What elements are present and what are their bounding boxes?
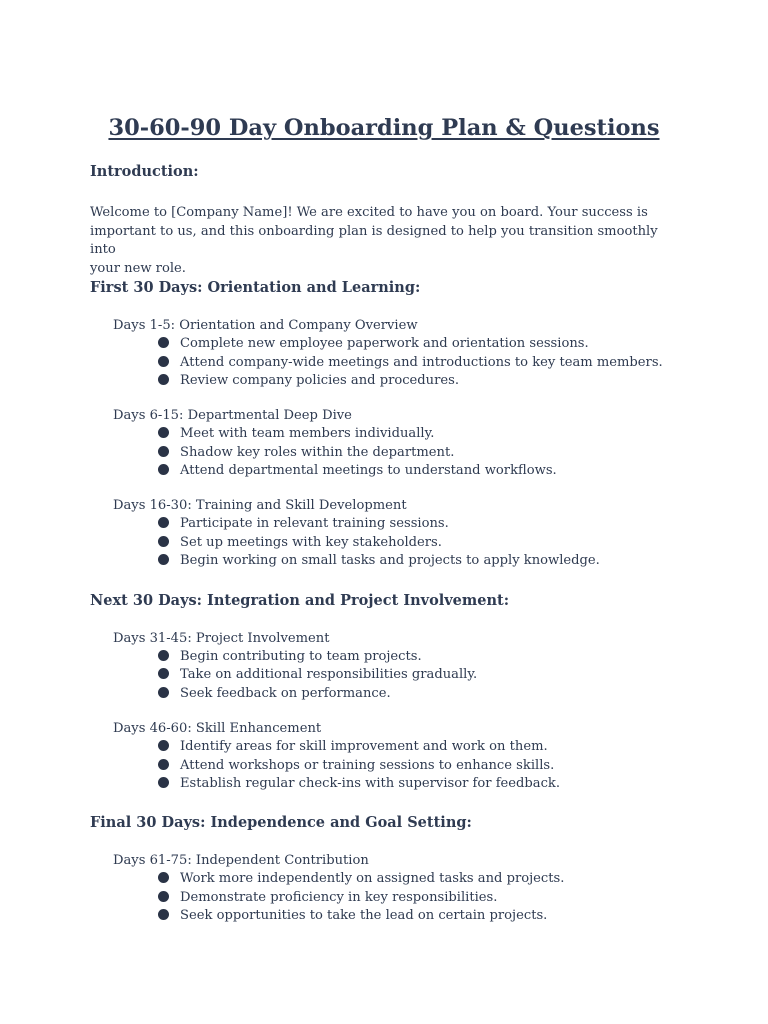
bullet-text: Work more independently on assigned tasks and projects. — [180, 871, 565, 886]
bullet-icon — [158, 891, 169, 902]
bullet-text: Set up meetings with key stakeholders. — [180, 535, 442, 550]
bullet-text: Begin working on small tasks and projects to apply knowledge. — [180, 553, 600, 568]
bullet-item — [158, 444, 454, 462]
section-heading: Final 30 Days: Independence and Goal Setting: — [90, 814, 472, 831]
bullet-icon — [158, 374, 169, 385]
bullet-item — [158, 372, 459, 390]
bullet-item — [158, 889, 497, 907]
days-label: Days 46-60: Skill Enhancement — [113, 721, 322, 736]
bullet-item — [158, 534, 442, 552]
bullet-icon — [158, 464, 169, 475]
bullet-text: Meet with team members individually. — [180, 426, 435, 441]
bullet-icon — [158, 909, 169, 920]
bullet-text: Establish regular check-ins with supervisor for feedback. — [180, 776, 561, 791]
bullet-icon — [158, 337, 169, 348]
bullet-item — [158, 515, 449, 533]
bullet-icon — [158, 446, 169, 457]
bullet-icon — [158, 668, 169, 679]
introduction-line: your new role. — [90, 260, 186, 276]
bullet-item — [158, 648, 422, 666]
bullet-text: Participate in relevant training sessions. — [180, 516, 449, 531]
bullet-item — [158, 666, 477, 684]
bullet-icon — [158, 356, 169, 367]
days-label: Days 61-75: Independent Contribution — [113, 853, 369, 868]
bullet-item — [158, 335, 589, 353]
bullet-text: Attend departmental meetings to understand workflows. — [180, 463, 557, 478]
bullet-text: Seek opportunities to take the lead on certain projects. — [180, 908, 548, 923]
bullet-text: Seek feedback on performance. — [180, 686, 391, 701]
introduction-line: important to us, and this onboarding plan is designed to help you transition smoothly into — [90, 223, 658, 257]
bullet-text: Take on additional responsibilities gradually. — [180, 667, 478, 682]
bullet-text: Begin contributing to team projects. — [180, 649, 422, 664]
bullet-icon — [158, 650, 169, 661]
days-label: Days 16-30: Training and Skill Development — [113, 498, 407, 513]
bullet-text: Identify areas for skill improvement and work on them. — [180, 739, 548, 754]
bullet-icon — [158, 517, 169, 528]
bullet-item — [158, 870, 564, 888]
bullet-item — [158, 425, 434, 443]
bullet-text: Attend workshops or training sessions to enhance skills. — [180, 758, 555, 773]
bullet-icon — [158, 427, 169, 438]
bullet-icon — [158, 687, 169, 698]
days-label: Days 6-15: Departmental Deep Dive — [113, 408, 352, 423]
bullet-icon — [158, 740, 169, 751]
bullet-text: Shadow key roles within the department. — [180, 445, 455, 460]
days-label: Days 31-45: Project Involvement — [113, 631, 330, 646]
bullet-item — [158, 775, 560, 793]
bullet-item — [158, 552, 600, 570]
introduction-heading: Introduction: — [90, 163, 199, 180]
bullet-icon — [158, 759, 169, 770]
section-heading: First 30 Days: Orientation and Learning: — [90, 279, 421, 296]
bullet-text: Complete new employee paperwork and orientation sessions. — [180, 336, 589, 351]
bullet-text: Attend company-wide meetings and introductions to key team members. — [180, 355, 663, 370]
days-label: Days 1-5: Orientation and Company Overview — [113, 318, 418, 333]
bullet-item — [158, 462, 557, 480]
bullet-item — [158, 354, 663, 372]
bullet-text: Demonstrate proficiency in key responsibilities. — [180, 890, 498, 905]
bullet-text: Review company policies and procedures. — [180, 373, 460, 388]
bullet-icon — [158, 554, 169, 565]
introduction-paragraph — [90, 204, 680, 278]
bullet-item — [158, 907, 547, 925]
bullet-item — [158, 738, 548, 756]
document-title: 30-60-90 Day Onboarding Plan & Questions — [108, 115, 660, 141]
bullet-icon — [158, 536, 169, 547]
bullet-item — [158, 757, 554, 775]
introduction-line: Welcome to [Company Name]! We are excited to have you on board. Your success is — [90, 205, 648, 220]
bullet-icon — [158, 872, 169, 883]
bullet-item — [158, 685, 391, 703]
section-heading: Next 30 Days: Integration and Project Involvement: — [90, 592, 510, 609]
bullet-icon — [158, 777, 169, 788]
